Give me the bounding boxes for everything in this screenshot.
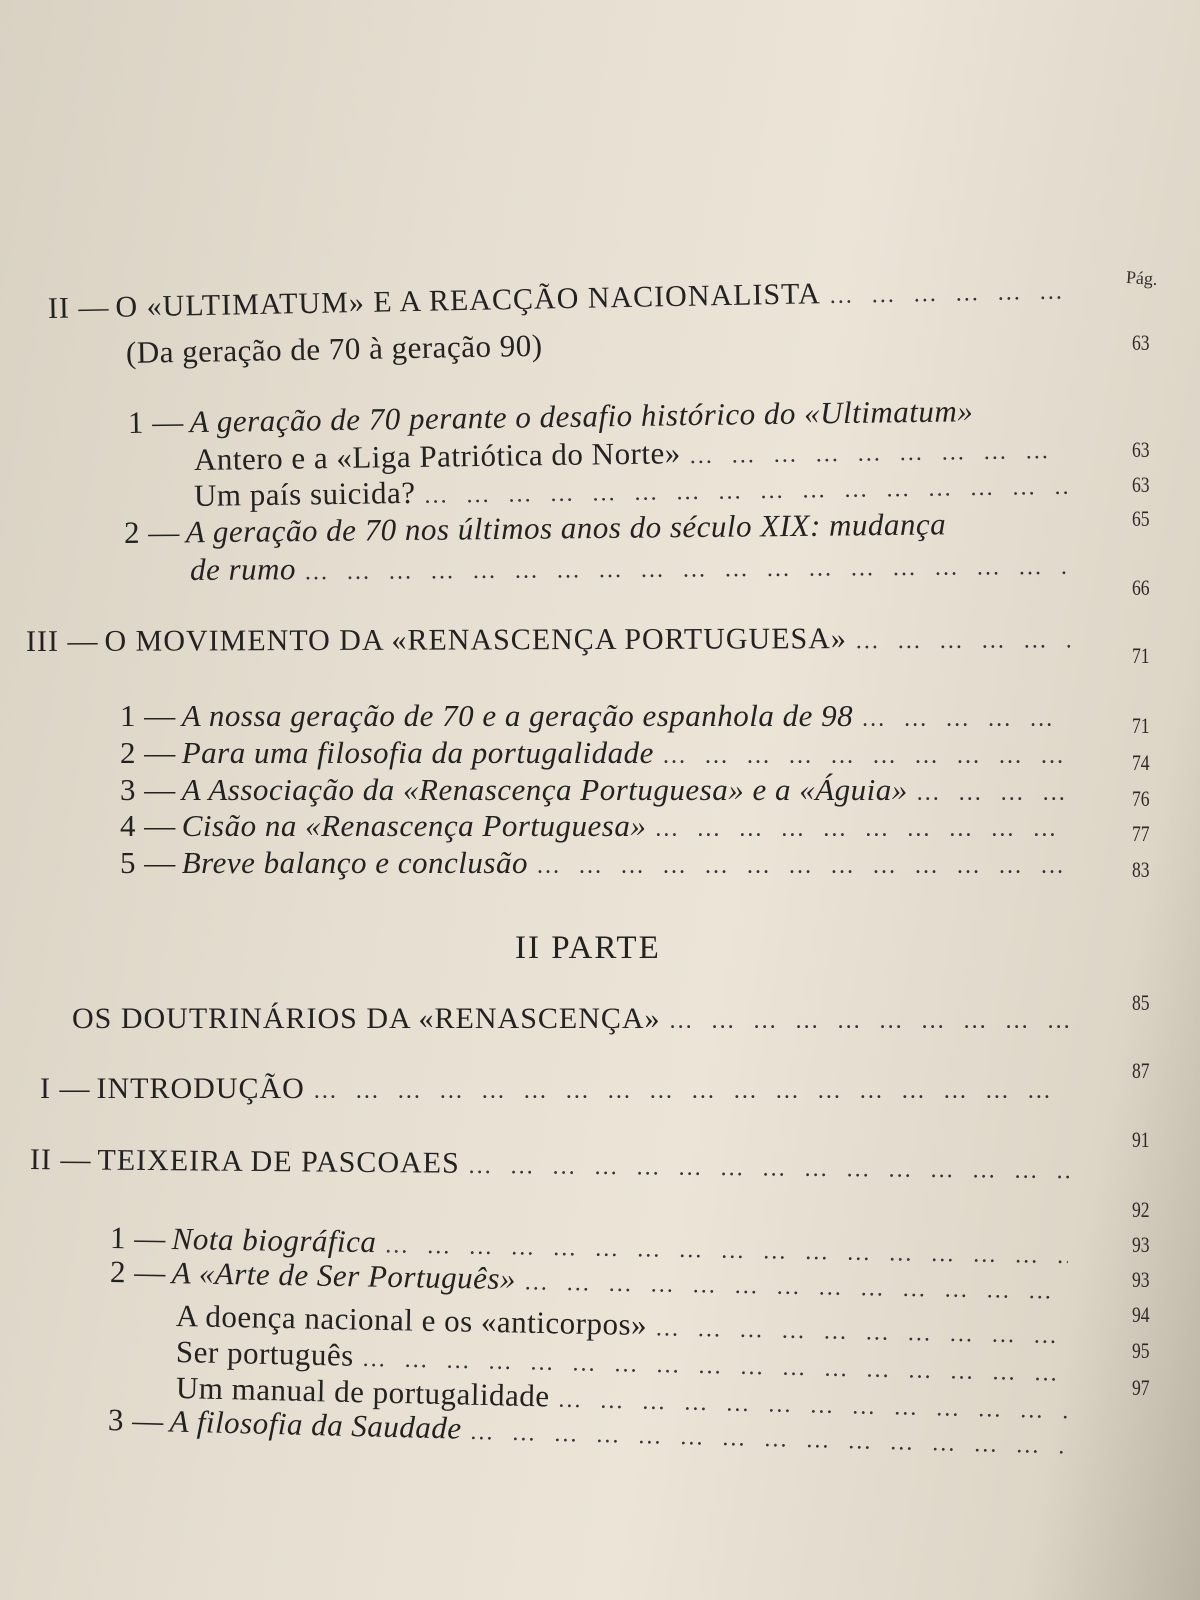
entry-page: 93	[1132, 1267, 1150, 1292]
toc-entry	[120, 698, 1070, 734]
entry-number: 4 —	[120, 808, 176, 843]
entry-page: 92	[1132, 1197, 1150, 1222]
entry-title: A geração de 70 perante o desafio histórico do «Ultimatum»	[189, 393, 974, 440]
leader-dots	[861, 706, 1070, 733]
entry-title: Um país suicida?	[193, 474, 416, 513]
entry-title: A doença nacional e os «anticorpos»	[175, 1298, 648, 1343]
entry-page: 76	[1132, 786, 1150, 811]
leader-dots	[524, 1269, 1068, 1305]
entry-title: A Associação da «Renascença Portuguesa» e a «Águia»	[181, 772, 908, 807]
entry-page: 77	[1132, 821, 1150, 846]
entry-number: 1 —	[109, 1220, 167, 1256]
entry-title: Para uma filosofia da portugalidade	[181, 735, 654, 770]
entry-title: INTRODUÇÃO	[96, 1072, 305, 1105]
leader-dots	[669, 1008, 1070, 1035]
toc-entry	[72, 1002, 1070, 1036]
entry-number: 3 —	[120, 772, 176, 807]
entry-number: 1 —	[127, 404, 184, 440]
toc-entry	[120, 808, 1070, 844]
toc-entry	[40, 1072, 1070, 1106]
entry-page: 66	[1132, 575, 1150, 600]
entry-page: 94	[1132, 1302, 1150, 1327]
entry-number: 5 —	[120, 845, 176, 880]
toc-entry	[26, 621, 1070, 659]
entry-title: A geração de 70 nos últimos anos do século XIX: mudança	[185, 506, 947, 550]
leader-dots	[313, 1078, 1070, 1105]
page-column-label: Pág.	[1125, 266, 1159, 290]
entry-title: O «ULTIMATUM» E A REACÇÃO NACIONALISTA	[115, 277, 821, 324]
toc-entry	[120, 735, 1070, 771]
part-heading: II PARTE	[515, 930, 661, 966]
entry-page: 93	[1132, 1232, 1150, 1257]
entry-title: O MOVIMENTO DA «RENASCENÇA PORTUGUESA»	[104, 622, 847, 658]
leader-dots	[423, 474, 1068, 510]
leader-dots	[304, 554, 1070, 586]
entry-title: Ser português	[175, 1334, 355, 1373]
entry-title: Breve balanço e conclusão	[181, 845, 528, 880]
entry-page: 83	[1132, 857, 1150, 882]
entry-title: Um manual de portugalidade	[175, 1370, 551, 1414]
entry-number: 3 —	[107, 1402, 165, 1439]
entry-page: 74	[1132, 750, 1150, 775]
entry-page: 95	[1132, 1338, 1150, 1363]
entry-page: 65	[1132, 506, 1150, 531]
entry-title: TEIXEIRA DE PASCOAES	[97, 1143, 460, 1180]
entry-title: A nossa geração de 70 e a geração espanhola de 98	[181, 698, 854, 733]
leader-dots	[855, 627, 1070, 655]
entry-page: 63	[1132, 330, 1150, 355]
leader-dots	[469, 1419, 1068, 1461]
entry-title: Antero e a «Liga Patriótica do Norte»	[193, 435, 681, 477]
entry-page: 63	[1132, 472, 1150, 497]
entry-page: 91	[1132, 1127, 1150, 1152]
leader-dots	[662, 743, 1070, 770]
toc-entry	[190, 546, 1070, 588]
leader-dots	[828, 278, 1068, 310]
entry-number: I —	[40, 1072, 91, 1105]
leader-dots	[536, 853, 1070, 880]
entry-number: II —	[29, 1143, 92, 1177]
entry-title: OS DOUTRINÁRIOS DA «RENASCENÇA»	[72, 1002, 661, 1035]
toc-entry	[48, 272, 1068, 326]
entry-title: Nota biográfica	[171, 1220, 377, 1260]
entry-number: 2 —	[123, 514, 180, 550]
entry-title: de rumo	[189, 551, 297, 587]
toc-entry	[120, 845, 1070, 881]
toc-entry	[120, 772, 1070, 808]
toc-entry	[126, 325, 727, 371]
leader-dots	[689, 438, 1069, 470]
entry-title: A «Arte de Ser Português»	[171, 1255, 517, 1297]
entry-number: III —	[25, 624, 99, 658]
entry-page: 71	[1132, 713, 1150, 738]
entry-number: 2 —	[109, 1254, 167, 1290]
entry-title: Cisão na «Renascença Portuguesa»	[181, 808, 647, 843]
entry-number: 1 —	[120, 698, 176, 733]
entry-page: 71	[1132, 643, 1150, 668]
entry-number: 2 —	[120, 735, 176, 770]
entry-title: (Da geração de 70 à geração 90)	[125, 327, 543, 370]
leader-dots	[654, 816, 1070, 843]
entry-page: 85	[1132, 990, 1150, 1015]
entry-number: II —	[47, 290, 110, 325]
entry-page: 63	[1132, 437, 1150, 462]
toc-entry	[30, 1143, 1070, 1186]
leader-dots	[468, 1153, 1070, 1185]
entry-title: A filosofia da Saudade	[169, 1403, 463, 1446]
leader-dots	[916, 780, 1070, 807]
entry-page: 87	[1132, 1058, 1150, 1083]
entry-page: 97	[1132, 1375, 1150, 1400]
